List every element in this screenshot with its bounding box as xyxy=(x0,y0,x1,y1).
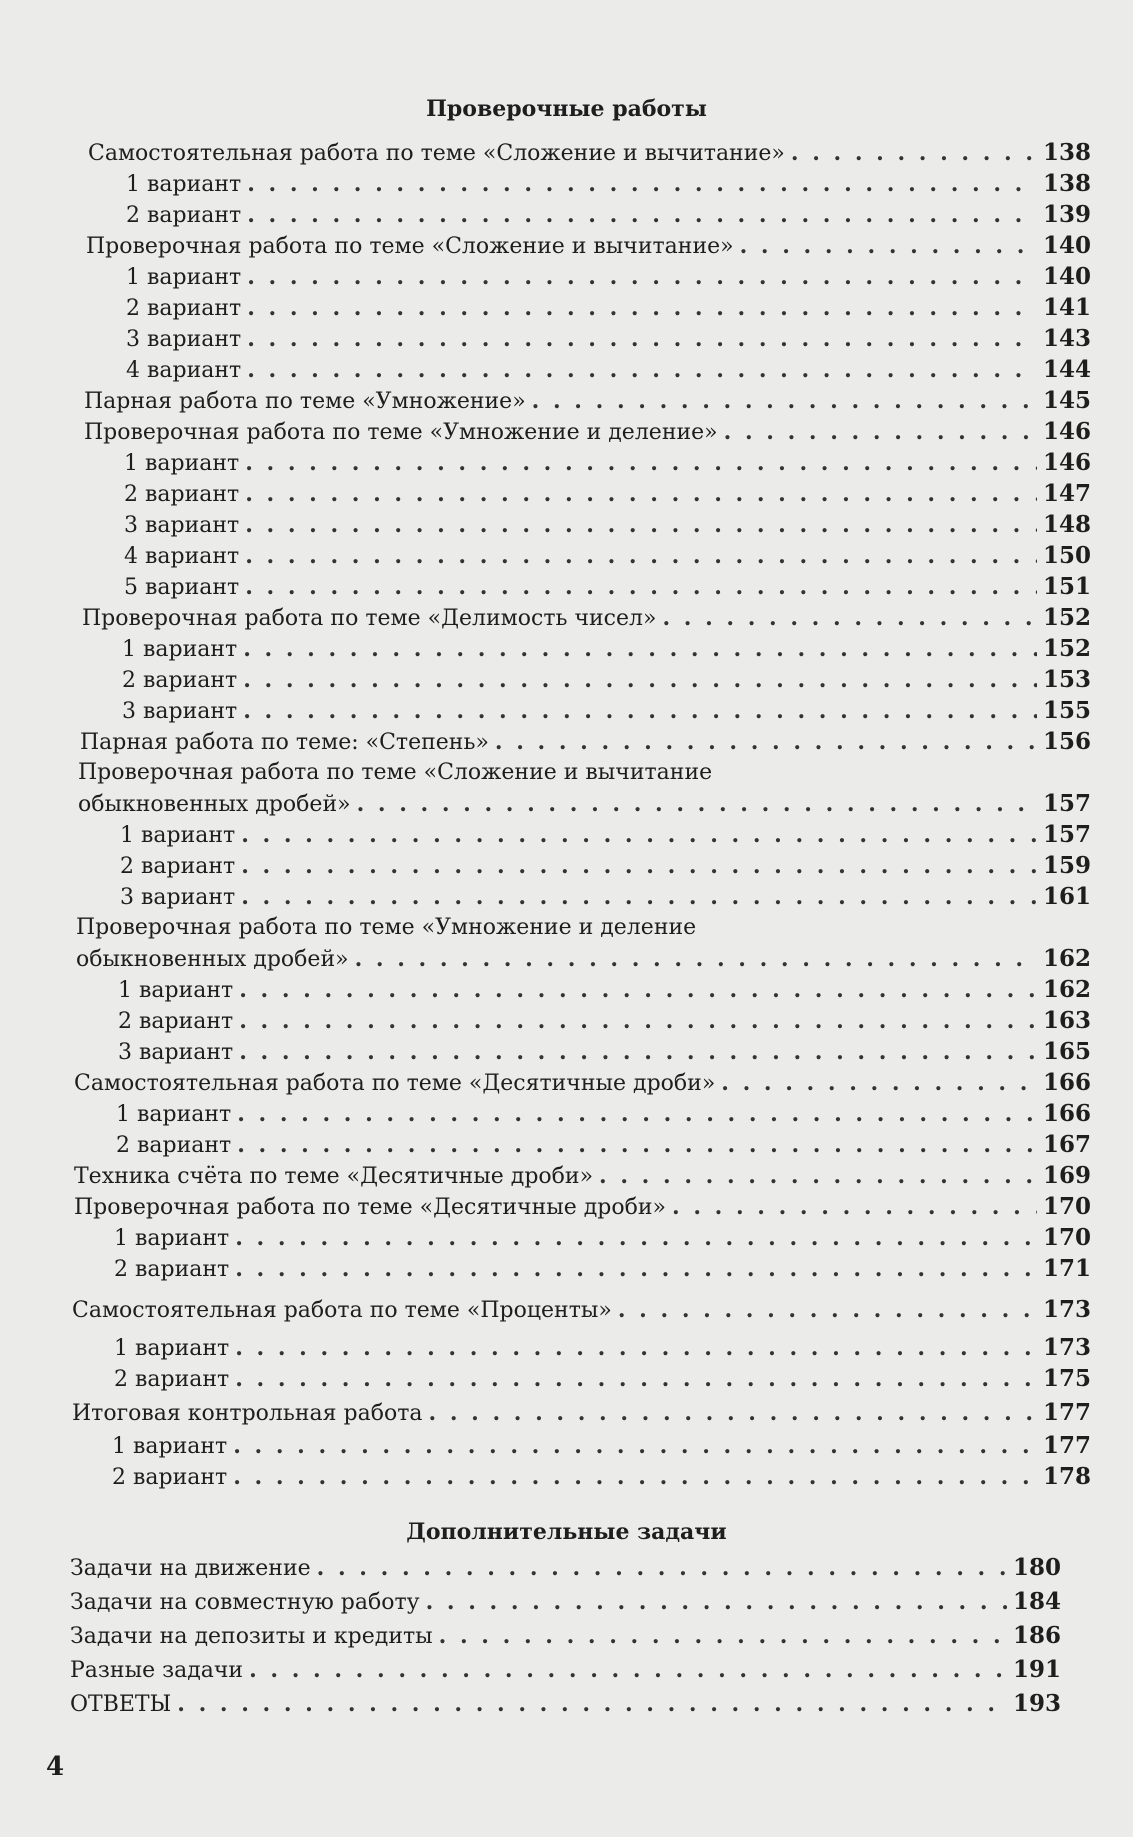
toc-entry xyxy=(116,1099,1091,1129)
toc-entry-title: Проверочная работа по теме «Сложение и вычитание» xyxy=(86,234,734,259)
toc-entry xyxy=(126,262,1091,292)
toc-entry-page: 159 xyxy=(1042,852,1091,879)
dot-leader xyxy=(791,138,1037,168)
toc-entry-page: 177 xyxy=(1042,1399,1091,1426)
page-number: 4 xyxy=(46,1752,65,1782)
toc-entry xyxy=(78,789,1091,819)
toc-entry xyxy=(124,448,1091,478)
toc-entry-page: 157 xyxy=(1042,821,1091,848)
toc-entry-page: 165 xyxy=(1042,1038,1091,1065)
toc-entry-title: 1 вариант xyxy=(120,823,236,848)
toc-entry xyxy=(126,324,1091,354)
toc-entry-page: 162 xyxy=(1042,945,1091,972)
dot-leader xyxy=(247,200,1037,230)
toc-entry xyxy=(126,293,1091,323)
dot-leader xyxy=(243,696,1037,726)
toc-entry-page: 162 xyxy=(1042,976,1091,1003)
dot-leader xyxy=(245,448,1037,478)
toc-entry-page: 166 xyxy=(1042,1069,1091,1096)
toc-entry xyxy=(116,1130,1091,1160)
toc-entry-page: 138 xyxy=(1042,139,1091,166)
toc-entry-title: 2 вариант xyxy=(114,1367,230,1392)
toc-entry xyxy=(70,1689,1061,1719)
toc-entry-title: 3 вариант xyxy=(124,513,240,538)
toc-entry-title: Самостоятельная работа по теме «Десятичные дроби» xyxy=(74,1071,716,1096)
toc-entry-title: 1 вариант xyxy=(124,451,240,476)
dot-leader xyxy=(721,1068,1037,1098)
dot-leader xyxy=(235,1333,1037,1363)
toc-entry xyxy=(114,1333,1091,1363)
toc-entry xyxy=(70,1621,1061,1651)
toc-entry-title: Итоговая контрольная работа xyxy=(72,1401,423,1426)
toc-entry-page: 193 xyxy=(1012,1690,1061,1717)
toc-entry-page: 141 xyxy=(1042,294,1091,321)
dot-leader xyxy=(241,820,1037,850)
toc-entry-page: 145 xyxy=(1042,387,1091,414)
toc-entry-page: 173 xyxy=(1042,1334,1091,1361)
dot-leader xyxy=(239,1037,1037,1067)
dot-leader xyxy=(355,944,1037,974)
toc-entry-title: 1 вариант xyxy=(126,172,242,197)
toc-entry xyxy=(74,1161,1091,1191)
toc-entry-page: 140 xyxy=(1042,263,1091,290)
toc-entry-title: 1 вариант xyxy=(116,1102,232,1127)
toc-entry-page: 143 xyxy=(1042,325,1091,352)
dot-leader xyxy=(177,1689,1007,1719)
dot-leader xyxy=(317,1553,1007,1583)
toc-entry-title: Парная работа по теме: «Степень» xyxy=(80,730,489,755)
toc-entry xyxy=(120,851,1091,881)
toc-entry xyxy=(120,820,1091,850)
toc-entry-title: Задачи на депозиты и кредиты xyxy=(70,1624,433,1649)
toc-entry-page: 138 xyxy=(1042,170,1091,197)
toc-entry xyxy=(70,1553,1061,1583)
dot-leader xyxy=(235,1364,1037,1394)
dot-leader xyxy=(662,603,1037,633)
dot-leader xyxy=(239,1006,1037,1036)
toc-entry-title: 3 вариант xyxy=(118,1040,234,1065)
toc-entry-page: 163 xyxy=(1042,1007,1091,1034)
dot-leader xyxy=(672,1192,1037,1222)
toc-entry-page: 169 xyxy=(1042,1162,1091,1189)
toc-entry xyxy=(72,1398,1091,1428)
dot-leader xyxy=(233,1431,1037,1461)
toc-entry-title: 2 вариант xyxy=(116,1133,232,1158)
toc-entry-title: 2 вариант xyxy=(126,296,242,321)
dot-leader xyxy=(429,1398,1037,1428)
toc-entry xyxy=(124,541,1091,571)
toc-entry-page: 157 xyxy=(1042,790,1091,817)
toc-entry-page: 153 xyxy=(1042,666,1091,693)
toc-entry xyxy=(80,727,1091,757)
toc-entry-page: 155 xyxy=(1042,697,1091,724)
toc-entry xyxy=(120,882,1091,912)
toc-entry xyxy=(112,1462,1091,1492)
dot-leader xyxy=(243,634,1037,664)
toc-entry xyxy=(114,1223,1091,1253)
toc-entry-title: 1 вариант xyxy=(118,978,234,1003)
dot-leader xyxy=(247,355,1037,385)
dot-leader xyxy=(245,541,1037,571)
toc-entry-page: 180 xyxy=(1012,1554,1061,1581)
toc-entry-page: 139 xyxy=(1042,201,1091,228)
dot-leader xyxy=(235,1223,1037,1253)
toc-entry-title: обыкновенных дробей» xyxy=(78,792,351,817)
dot-leader xyxy=(249,1655,1007,1685)
toc-entry xyxy=(114,1254,1091,1284)
toc-entry-title: 1 вариант xyxy=(112,1434,228,1459)
toc-entry-title: 2 вариант xyxy=(124,482,240,507)
toc-entry-title: 3 вариант xyxy=(120,885,236,910)
toc-entry xyxy=(124,510,1091,540)
dot-leader xyxy=(235,1254,1037,1284)
toc-entry-title: Разные задачи xyxy=(70,1658,244,1683)
toc-entry-title: ОТВЕТЫ xyxy=(70,1692,172,1717)
toc-entry-title: 2 вариант xyxy=(112,1465,228,1490)
dot-leader xyxy=(247,169,1037,199)
toc-entry-title: 3 вариант xyxy=(126,327,242,352)
toc-entry-title: 5 вариант xyxy=(124,575,240,600)
toc-entry-title: 4 вариант xyxy=(124,544,240,569)
dot-leader xyxy=(724,417,1037,447)
toc-entry-page: 171 xyxy=(1042,1255,1091,1282)
toc-entry xyxy=(74,1192,1091,1222)
toc-entry xyxy=(70,1587,1061,1617)
toc-entry-title: Техника счёта по теме «Десятичные дроби» xyxy=(74,1164,594,1189)
toc-entry xyxy=(74,1068,1091,1098)
dot-leader xyxy=(439,1621,1007,1651)
toc-entry-title: Парная работа по теме «Умножение» xyxy=(84,389,526,414)
toc-entry xyxy=(114,1364,1091,1394)
toc-entry xyxy=(118,1006,1091,1036)
toc-entry xyxy=(112,1431,1091,1461)
dot-leader xyxy=(237,1130,1037,1160)
toc-entry-title: Самостоятельная работа по теме «Проценты» xyxy=(72,1298,612,1323)
toc-entry-page: 177 xyxy=(1042,1432,1091,1459)
toc-entry-page: 170 xyxy=(1042,1224,1091,1251)
toc-entry-page: 175 xyxy=(1042,1365,1091,1392)
toc-entry xyxy=(124,479,1091,509)
dot-leader xyxy=(740,231,1037,261)
toc-entry-page: 146 xyxy=(1042,418,1091,445)
dot-leader xyxy=(241,851,1037,881)
toc-entry-title: 2 вариант xyxy=(120,854,236,879)
dot-leader xyxy=(245,510,1037,540)
toc-entry-title: обыкновенных дробей» xyxy=(76,947,349,972)
toc-entry xyxy=(126,355,1091,385)
toc-entry xyxy=(118,1037,1091,1067)
toc-entry-page: 166 xyxy=(1042,1100,1091,1127)
toc-entry-page: 147 xyxy=(1042,480,1091,507)
toc-entry xyxy=(122,696,1091,726)
dot-leader xyxy=(247,324,1037,354)
toc-entry-title: 1 вариант xyxy=(126,265,242,290)
toc-entry-page: 191 xyxy=(1012,1656,1061,1683)
toc-entry xyxy=(84,386,1091,416)
toc-entry-page: 167 xyxy=(1042,1131,1091,1158)
dot-leader xyxy=(247,293,1037,323)
toc-entry-title: Проверочная работа по теме «Умножение и деление» xyxy=(84,420,718,445)
toc-entry xyxy=(122,634,1091,664)
toc-entry-title: Самостоятельная работа по теме «Сложение и вычитание» xyxy=(88,141,785,166)
toc-entry-page: 152 xyxy=(1042,604,1091,631)
toc-entry-title: Проверочная работа по теме «Десятичные дроби» xyxy=(74,1195,667,1220)
toc-entry-title: 2 вариант xyxy=(114,1257,230,1282)
toc-entry-title: Задачи на совместную работу xyxy=(70,1590,420,1615)
dot-leader xyxy=(245,572,1037,602)
toc-entry-title: Проверочная работа по теме «Умножение и деление xyxy=(76,915,697,940)
section-title-extra: Дополнительные задачи xyxy=(406,1519,727,1545)
toc-entry xyxy=(88,138,1091,168)
dot-leader xyxy=(245,479,1037,509)
toc-entry xyxy=(84,417,1091,447)
toc-entry-title: 3 вариант xyxy=(122,699,238,724)
dot-leader xyxy=(239,975,1037,1005)
toc-entry-page: 146 xyxy=(1042,449,1091,476)
dot-leader xyxy=(237,1099,1037,1129)
dot-leader xyxy=(618,1295,1037,1325)
toc-entry-title: 2 вариант xyxy=(122,668,238,693)
toc-entry-page: 173 xyxy=(1042,1296,1091,1323)
toc-entry-page: 140 xyxy=(1042,232,1091,259)
toc-entry-title: 1 вариант xyxy=(114,1226,230,1251)
dot-leader xyxy=(599,1161,1037,1191)
toc-entry-page: 156 xyxy=(1042,728,1091,755)
toc-entry xyxy=(122,665,1091,695)
toc-entry-page: 151 xyxy=(1042,573,1091,600)
toc-entry xyxy=(126,169,1091,199)
dot-leader xyxy=(357,789,1037,819)
toc-entry-page: 161 xyxy=(1042,883,1091,910)
toc-entry-title: 4 вариант xyxy=(126,358,242,383)
toc-entry-title: 2 вариант xyxy=(126,203,242,228)
toc-entry xyxy=(86,231,1091,261)
toc-entry-page: 170 xyxy=(1042,1193,1091,1220)
toc-entry-title: 1 вариант xyxy=(122,637,238,662)
toc-entry xyxy=(126,200,1091,230)
toc-entry-page: 144 xyxy=(1042,356,1091,383)
dot-leader xyxy=(495,727,1037,757)
toc-entry xyxy=(70,1655,1061,1685)
toc-entry-page: 150 xyxy=(1042,542,1091,569)
toc-entry xyxy=(118,975,1091,1005)
dot-leader xyxy=(241,882,1037,912)
section-title-checks: Проверочные работы xyxy=(426,96,707,122)
toc-entry xyxy=(124,572,1091,602)
dot-leader xyxy=(426,1587,1007,1617)
toc-entry-title: 2 вариант xyxy=(118,1009,234,1034)
toc-entry-page: 148 xyxy=(1042,511,1091,538)
dot-leader xyxy=(233,1462,1037,1492)
toc-entry xyxy=(82,603,1091,633)
toc-entry-page: 178 xyxy=(1042,1463,1091,1490)
toc-entry-title: Задачи на движение xyxy=(70,1556,311,1581)
toc-entry-title: Проверочная работа по теме «Сложение и вычитание xyxy=(78,760,713,785)
toc-entry-title: Проверочная работа по теме «Делимость чисел» xyxy=(82,606,657,631)
dot-leader xyxy=(243,665,1037,695)
toc-entry xyxy=(72,1295,1091,1325)
toc-entry xyxy=(76,944,1091,974)
toc-entry-title: 1 вариант xyxy=(114,1336,230,1361)
dot-leader xyxy=(532,386,1037,416)
toc-entry-page: 152 xyxy=(1042,635,1091,662)
toc-entry-page: 184 xyxy=(1012,1588,1061,1615)
toc-entry-page: 186 xyxy=(1012,1622,1061,1649)
dot-leader xyxy=(247,262,1037,292)
